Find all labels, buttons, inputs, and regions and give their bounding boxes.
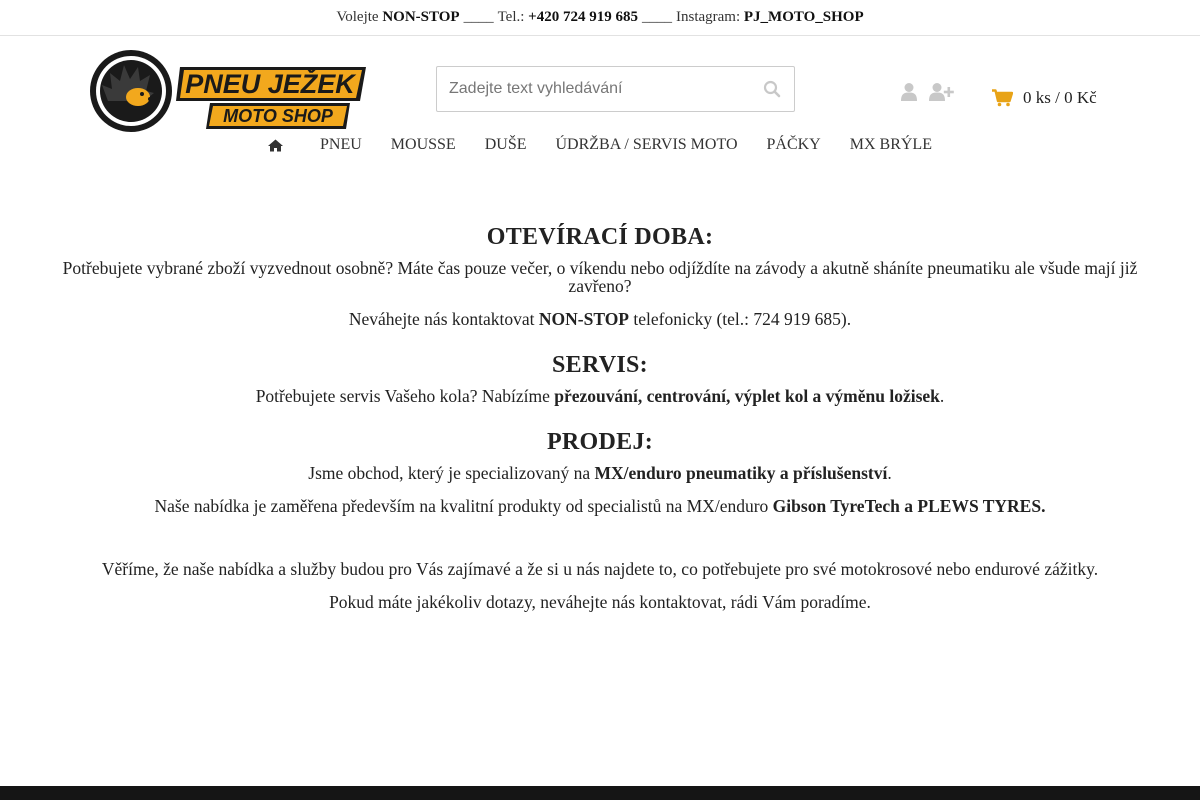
logo-text-main: PNEU JEŽEK bbox=[185, 69, 355, 99]
topbar-nonstop: NON-STOP bbox=[382, 9, 460, 25]
top-info-bar bbox=[0, 0, 1200, 36]
service-paragraph bbox=[40, 387, 1160, 405]
nav-item-udrzba-servis[interactable]: ÚDRŽBA / SERVIS MOTO bbox=[555, 136, 738, 153]
search-icon bbox=[763, 80, 781, 98]
user-plus-icon bbox=[928, 82, 954, 102]
topbar-prefix: Volejte bbox=[336, 9, 379, 25]
topbar-separator-2: ____ bbox=[641, 9, 672, 25]
topbar-instagram-link[interactable]: PJ_MOTO_SHOP bbox=[743, 9, 864, 25]
service-text-post: . bbox=[939, 386, 945, 406]
closing-paragraph-2: Pokud máte jakékoliv dotazy, neváhejte nás kontaktovat, rádi Vám poradíme. bbox=[329, 592, 871, 612]
nav-item-packy[interactable]: PÁČKY bbox=[766, 136, 821, 153]
sales2-text-pre: Naše nabídka je zaměřena především na kvalitní produkty od specialistů na MX/enduro bbox=[154, 496, 773, 516]
topbar-instagram-label: Instagram: bbox=[675, 9, 741, 25]
register-button[interactable] bbox=[928, 82, 954, 102]
logo-graphic bbox=[88, 49, 368, 135]
opening-hours-text: Potřebujete vybrané zboží vyzvednout osobně? Máte čas pouze večer, o víkendu nebo odjíždíte na závody a akutně sháníte pneumatiku ale všude mají již zavřeno? bbox=[62, 258, 1138, 296]
site-header bbox=[0, 36, 1200, 136]
main-navigation bbox=[0, 136, 1200, 154]
service-text-bold: přezouvání, centrování, výplet kol a výměnu ložisek bbox=[554, 386, 940, 406]
content-spacer bbox=[40, 530, 1160, 560]
nav-home[interactable] bbox=[268, 139, 283, 152]
home-icon bbox=[268, 139, 283, 152]
contact-paragraph bbox=[40, 310, 1160, 328]
sales2-text-bold: Gibson TyreTech a PLEWS TYRES. bbox=[772, 496, 1046, 516]
nav-item-mx-bryle[interactable]: MX BRÝLE bbox=[849, 136, 932, 153]
closing-paragraph-1: Věříme, že naše nabídka a služby budou pro Vás zajímavé a že si u nás najdete to, co potřebujete pro své motokrosové nebo endurové zážitky. bbox=[101, 559, 1099, 579]
login-button[interactable] bbox=[900, 82, 918, 102]
search-button[interactable] bbox=[750, 67, 794, 111]
topbar-separator-1: ____ bbox=[463, 9, 494, 25]
footer-bar bbox=[0, 786, 1200, 800]
sales1-text-bold: MX/enduro pneumatiky a příslušenství bbox=[594, 463, 888, 483]
topbar-tel-label: Tel.: bbox=[497, 9, 525, 25]
logo-text-sub: MOTO SHOP bbox=[223, 106, 333, 126]
topbar-phone-link[interactable]: +420 724 919 685 bbox=[528, 9, 638, 25]
nav-item-duse[interactable]: DUŠE bbox=[484, 136, 527, 153]
service-text-pre: Potřebujete servis Vašeho kola? Nabízíme bbox=[255, 386, 555, 406]
account-icons bbox=[900, 82, 954, 102]
contact-text-post: telefonicky (tel.: 724 919 685). bbox=[629, 309, 852, 329]
search-input[interactable] bbox=[437, 67, 750, 111]
service-heading: SERVIS: bbox=[552, 352, 648, 378]
cart-summary-text: 0 ks / 0 Kč bbox=[1023, 88, 1097, 107]
search-box bbox=[436, 66, 795, 112]
sales1-text-post: . bbox=[887, 463, 892, 483]
sales-paragraph-1 bbox=[40, 464, 1160, 482]
shopping-cart-icon bbox=[992, 89, 1013, 107]
nav-item-pneu[interactable]: PNEU bbox=[320, 136, 362, 153]
sales1-text-pre: Jsme obchod, který je specializovaný na bbox=[308, 463, 595, 483]
nav-item-mousse[interactable]: MOUSSE bbox=[390, 136, 456, 153]
user-icon bbox=[900, 82, 918, 102]
cart-summary[interactable] bbox=[992, 88, 1097, 108]
opening-hours-heading: OTEVÍRACÍ DOBA: bbox=[486, 224, 714, 250]
sales-heading: PRODEJ: bbox=[546, 429, 654, 455]
contact-text-pre: Neváhejte nás kontaktovat bbox=[348, 309, 539, 329]
site-logo[interactable] bbox=[88, 49, 368, 135]
sales-paragraph-2 bbox=[40, 497, 1160, 515]
contact-text-bold: NON-STOP bbox=[538, 309, 629, 329]
page-content bbox=[0, 224, 1200, 626]
